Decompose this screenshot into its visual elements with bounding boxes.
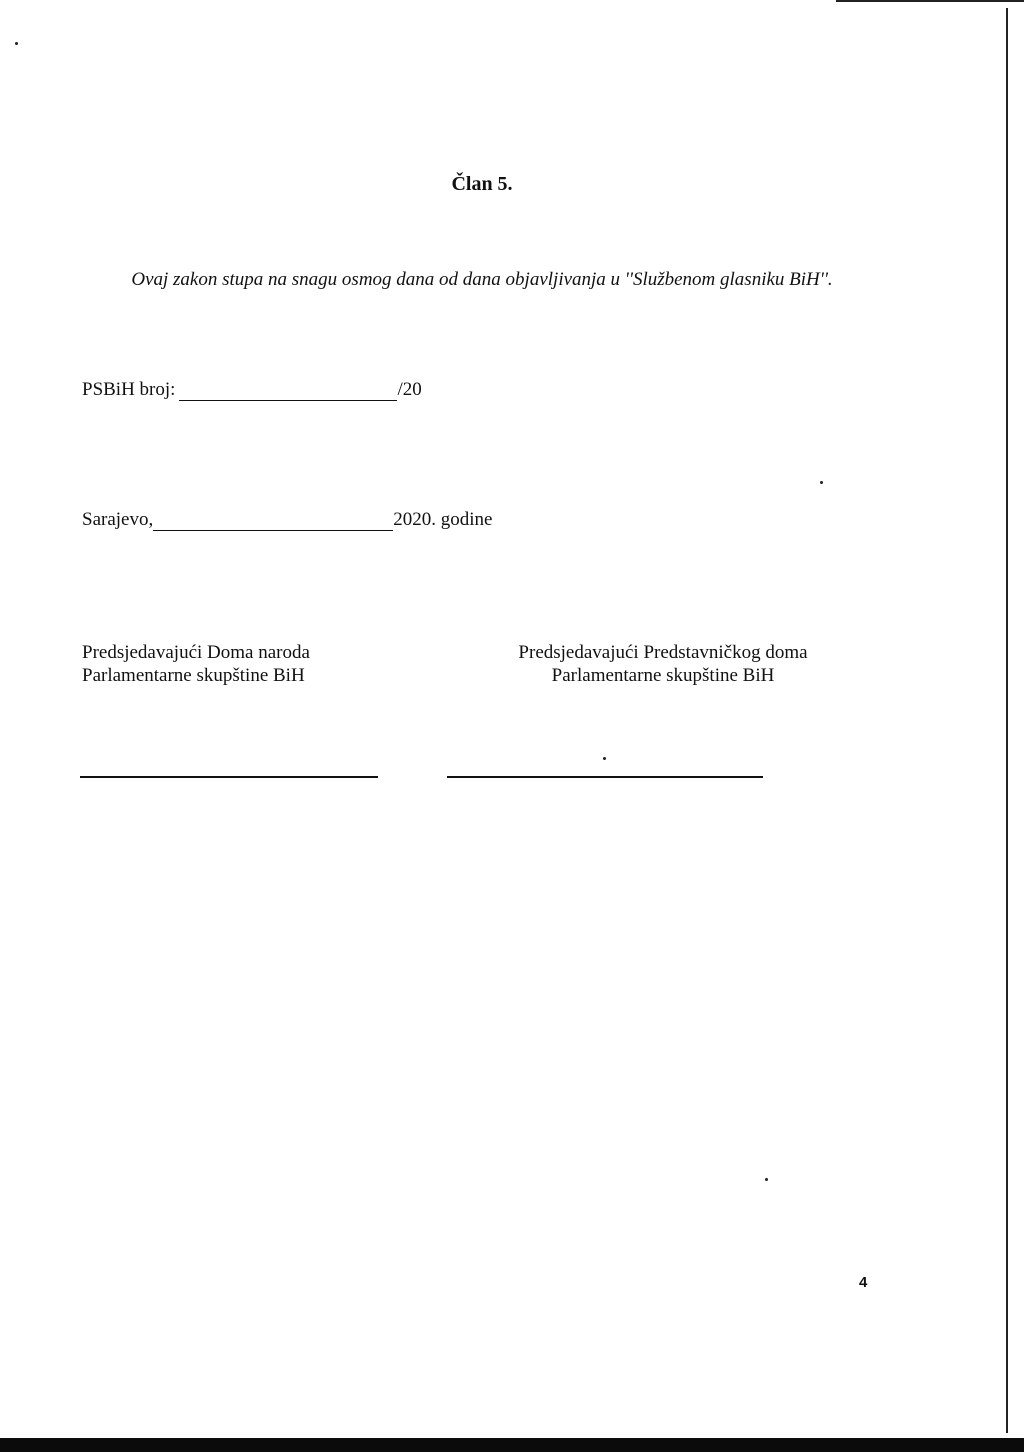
scan-speck (765, 1178, 768, 1181)
reference-number-line (82, 379, 422, 401)
scan-border-right (1006, 8, 1008, 1433)
date-label: Sarajevo, (82, 509, 154, 530)
signature-line-right (447, 776, 763, 778)
scan-speck (603, 757, 606, 760)
date-blank (153, 512, 393, 531)
signatory-left-title: Predsjedavajući Doma naroda (82, 642, 310, 663)
signatory-left-institution: Parlamentarne skupštine BiH (82, 665, 305, 686)
scan-border-top (836, 0, 1024, 2)
signatory-right (498, 641, 828, 687)
reference-suffix: /20 (397, 379, 422, 400)
page-number: 4 (859, 1274, 868, 1291)
signature-line-left (80, 776, 378, 778)
reference-label: PSBiH broj: (82, 379, 176, 400)
signatory-left (82, 641, 310, 687)
date-suffix: 2020. godine (393, 509, 493, 530)
reference-number-blank (179, 382, 397, 401)
scan-speck (15, 42, 18, 45)
article-body: Ovaj zakon stupa na snagu osmog dana od dana objavljivanja u ''Službenom glasniku BiH''. (131, 269, 833, 290)
date-line (82, 509, 492, 531)
article-title: Član 5. (451, 173, 513, 195)
signatory-right-title: Predsjedavajući Predstavničkog doma (518, 642, 808, 663)
signatory-right-institution: Parlamentarne skupštine BiH (551, 665, 775, 686)
scan-speck (820, 481, 823, 484)
scan-border-bottom (0, 1438, 1024, 1452)
